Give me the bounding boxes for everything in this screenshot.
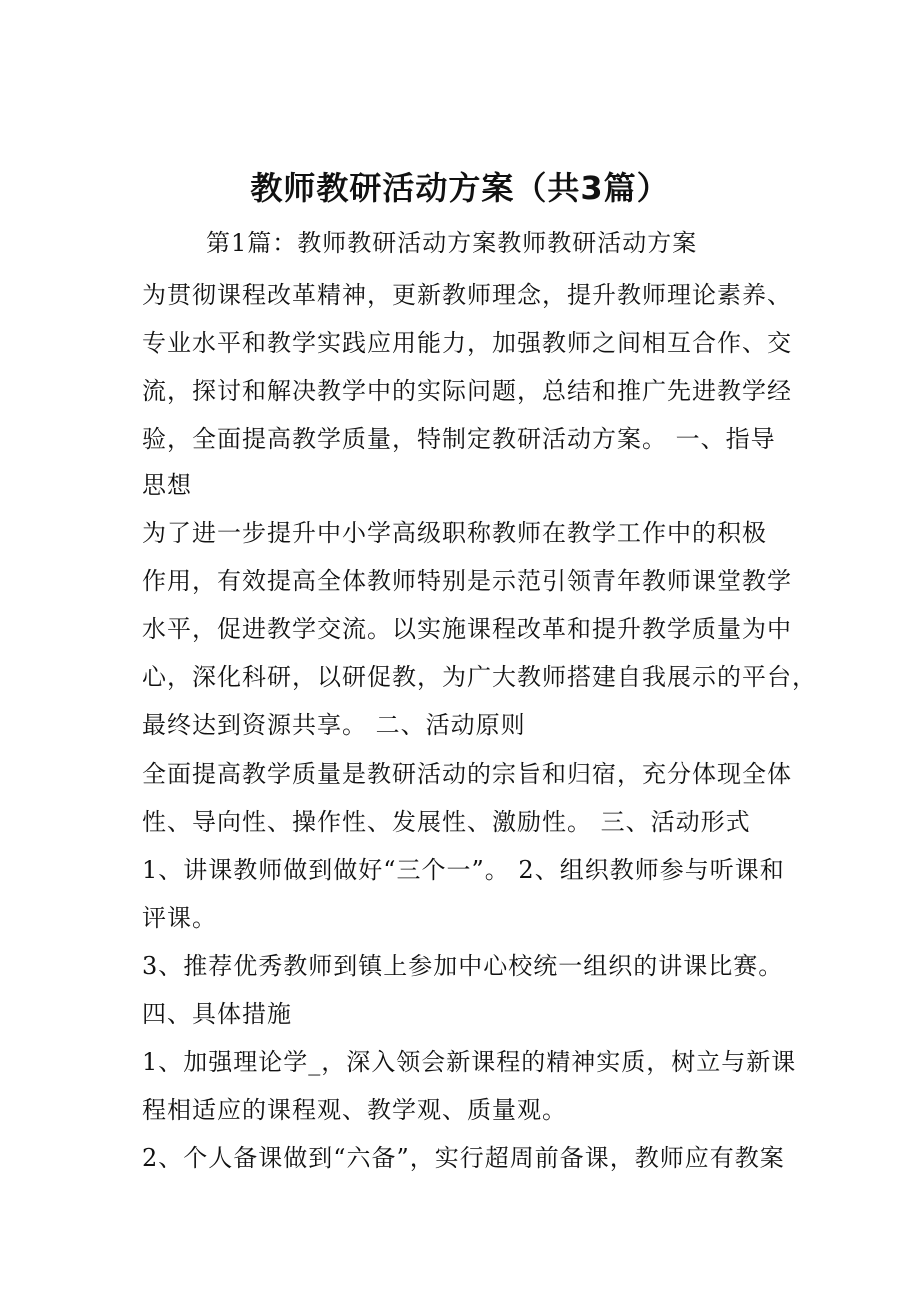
body-line-18: 程相适应的课程观、教学观、质量观。 (142, 1096, 567, 1124)
body-line-2: 专业水平和教学实践应用能力，加强教师之间相互合作、交 (142, 329, 792, 357)
body-line-8: 水平，促进教学交流。以实施课程改革和提升教学质量为中 (142, 615, 792, 643)
body-line-1: 为贯彻课程改革精神，更新教师理念，提升教师理论素养、 (142, 281, 792, 309)
body-line-16: 四、具体措施 (142, 1000, 292, 1028)
body-line-15: 3、推荐优秀教师到镇上参加中心校统一组织的讲课比赛。 (142, 952, 784, 980)
body-line-10: 最终达到资源共享。 二、活动原则 (142, 711, 526, 739)
body-line-13: 1、讲课教师做到做好“三个一”。 2、组织教师参与听课和 (142, 856, 785, 884)
section-heading: 第1篇：教师教研活动方案教师教研活动方案 (206, 229, 698, 257)
body-line-19: 2、个人备课做到“六备”，实行超周前备课，教师应有教案 (142, 1144, 785, 1172)
body-line-14: 评课。 (142, 904, 217, 932)
body-line-4: 验，全面提高教学质量，特制定教研活动方案。 一、指导 (142, 425, 776, 453)
body-line-9: 心，深化科研，以研促教，为广大教师搭建自我展示的平台， (142, 663, 817, 691)
body-line-7: 作用，有效提高全体教师特别是示范引领青年教师课堂教学 (142, 567, 792, 595)
body-line-17: 1、加强理论学_，深入领会新课程的精神实质，树立与新课 (142, 1048, 797, 1076)
body-line-6: 为了进一步提升中小学高级职称教师在教学工作中的积极 (142, 519, 767, 547)
body-line-3: 流，探讨和解决教学中的实际问题，总结和推广先进教学经 (142, 377, 792, 405)
body-line-11: 全面提高教学质量是教研活动的宗旨和归宿，充分体现全体 (142, 760, 792, 788)
body-line-12: 性、导向性、操作性、发展性、激励性。 三、活动形式 (142, 808, 751, 836)
document-title: 教师教研活动方案（共3篇） (250, 169, 670, 208)
body-line-5: 思想 (142, 471, 192, 499)
